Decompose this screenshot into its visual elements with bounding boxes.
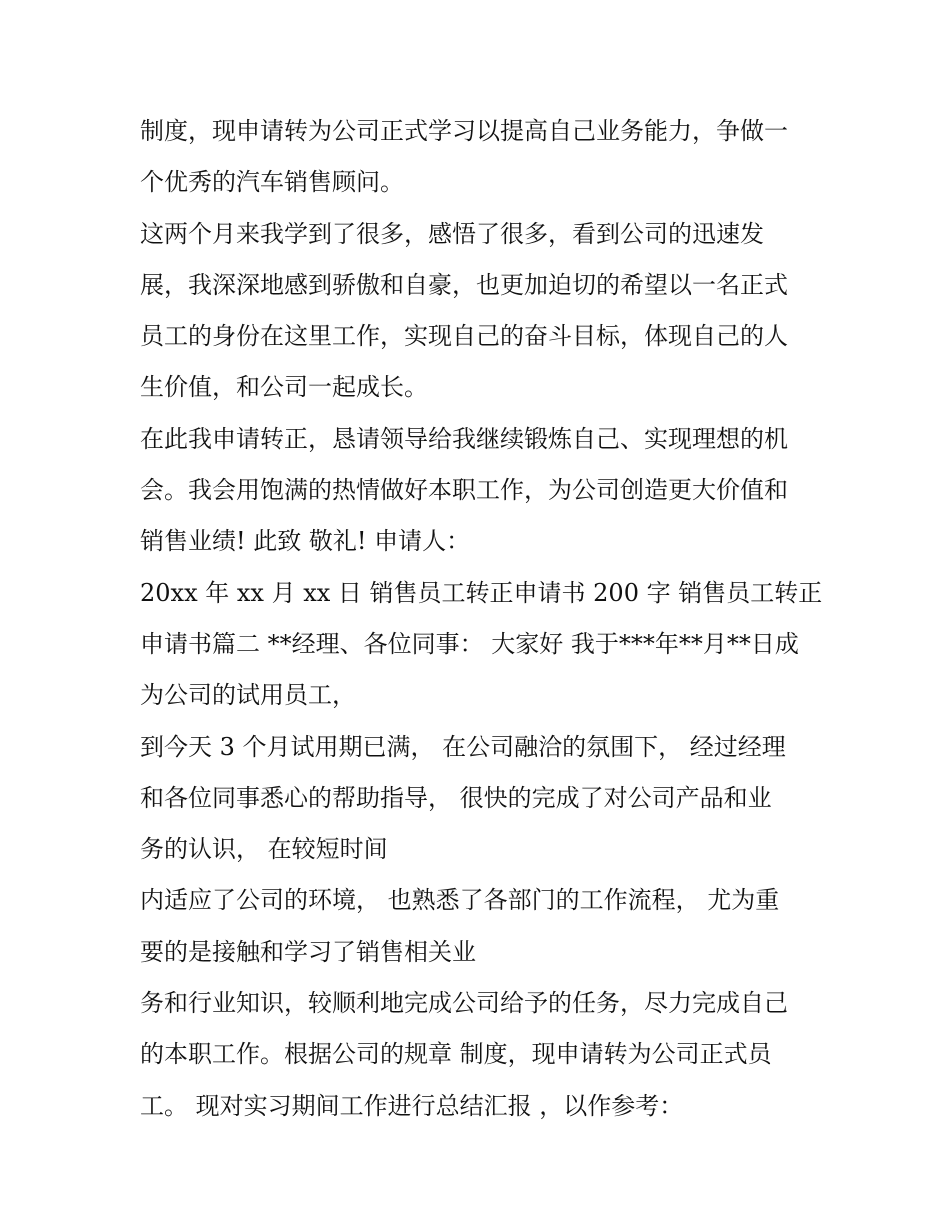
text-line: 20xx 年 xx 月 xx 日 销售员工转正申请书 200 字 销售员工转正 xyxy=(140,578,823,607)
text-line: 工。 现对实习期间工作进行总结汇报 ，以作参考： xyxy=(140,1091,684,1120)
text-line: 务的认识， 在较短时间 xyxy=(140,835,388,864)
text-line: 申请书篇二 **经理、各位同事： 大家好 我于***年**月**日成 xyxy=(140,629,799,658)
text-line: 和各位同事悉心的帮助指导， 很快的完成了对公司产品和业 xyxy=(140,783,772,812)
text-line: 员工的身份在这里工作，实现自己的奋斗目标，体现自己的人 xyxy=(140,322,788,351)
text-line: 在此我申请转正，恳请领导给我继续锻炼自己、实现理想的机 xyxy=(140,424,788,453)
text-line: 务和行业知识，较顺利地完成公司给予的任务，尽力完成自己 xyxy=(140,989,788,1018)
text-line: 内适应了公司的环境， 也熟悉了各部门的工作流程， 尤为重 xyxy=(140,886,780,915)
text-line: 销售业绩! 此致 敬礼! 申请人： xyxy=(140,527,471,556)
text-line: 为公司的试用员工， xyxy=(140,681,356,710)
text-line: 个优秀的汽车销售顾问。 xyxy=(140,168,404,197)
text-line: 制度，现申请转为公司正式学习以提高自己业务能力，争做一 xyxy=(140,117,788,145)
text-line: 到今天 3 个月试用期已满， 在公司融洽的氛围下， 经过经理 xyxy=(140,732,786,761)
text-line: 会。我会用饱满的热情做好本职工作，为公司创造更大价值和 xyxy=(140,476,788,505)
text-line: 这两个月来我学到了很多，感悟了很多，看到公司的迅速发 xyxy=(140,219,764,248)
text-line: 要的是接触和学习了销售相关业 xyxy=(140,937,476,966)
text-line: 生价值，和公司一起成长。 xyxy=(140,373,428,402)
text-line: 的本职工作。根据公司的规章 制度，现申请转为公司正式员 xyxy=(140,1040,772,1069)
text-line: 展，我深深地感到骄傲和自豪，也更加迫切的希望以一名正式 xyxy=(140,270,788,299)
document-body xyxy=(140,106,823,1132)
